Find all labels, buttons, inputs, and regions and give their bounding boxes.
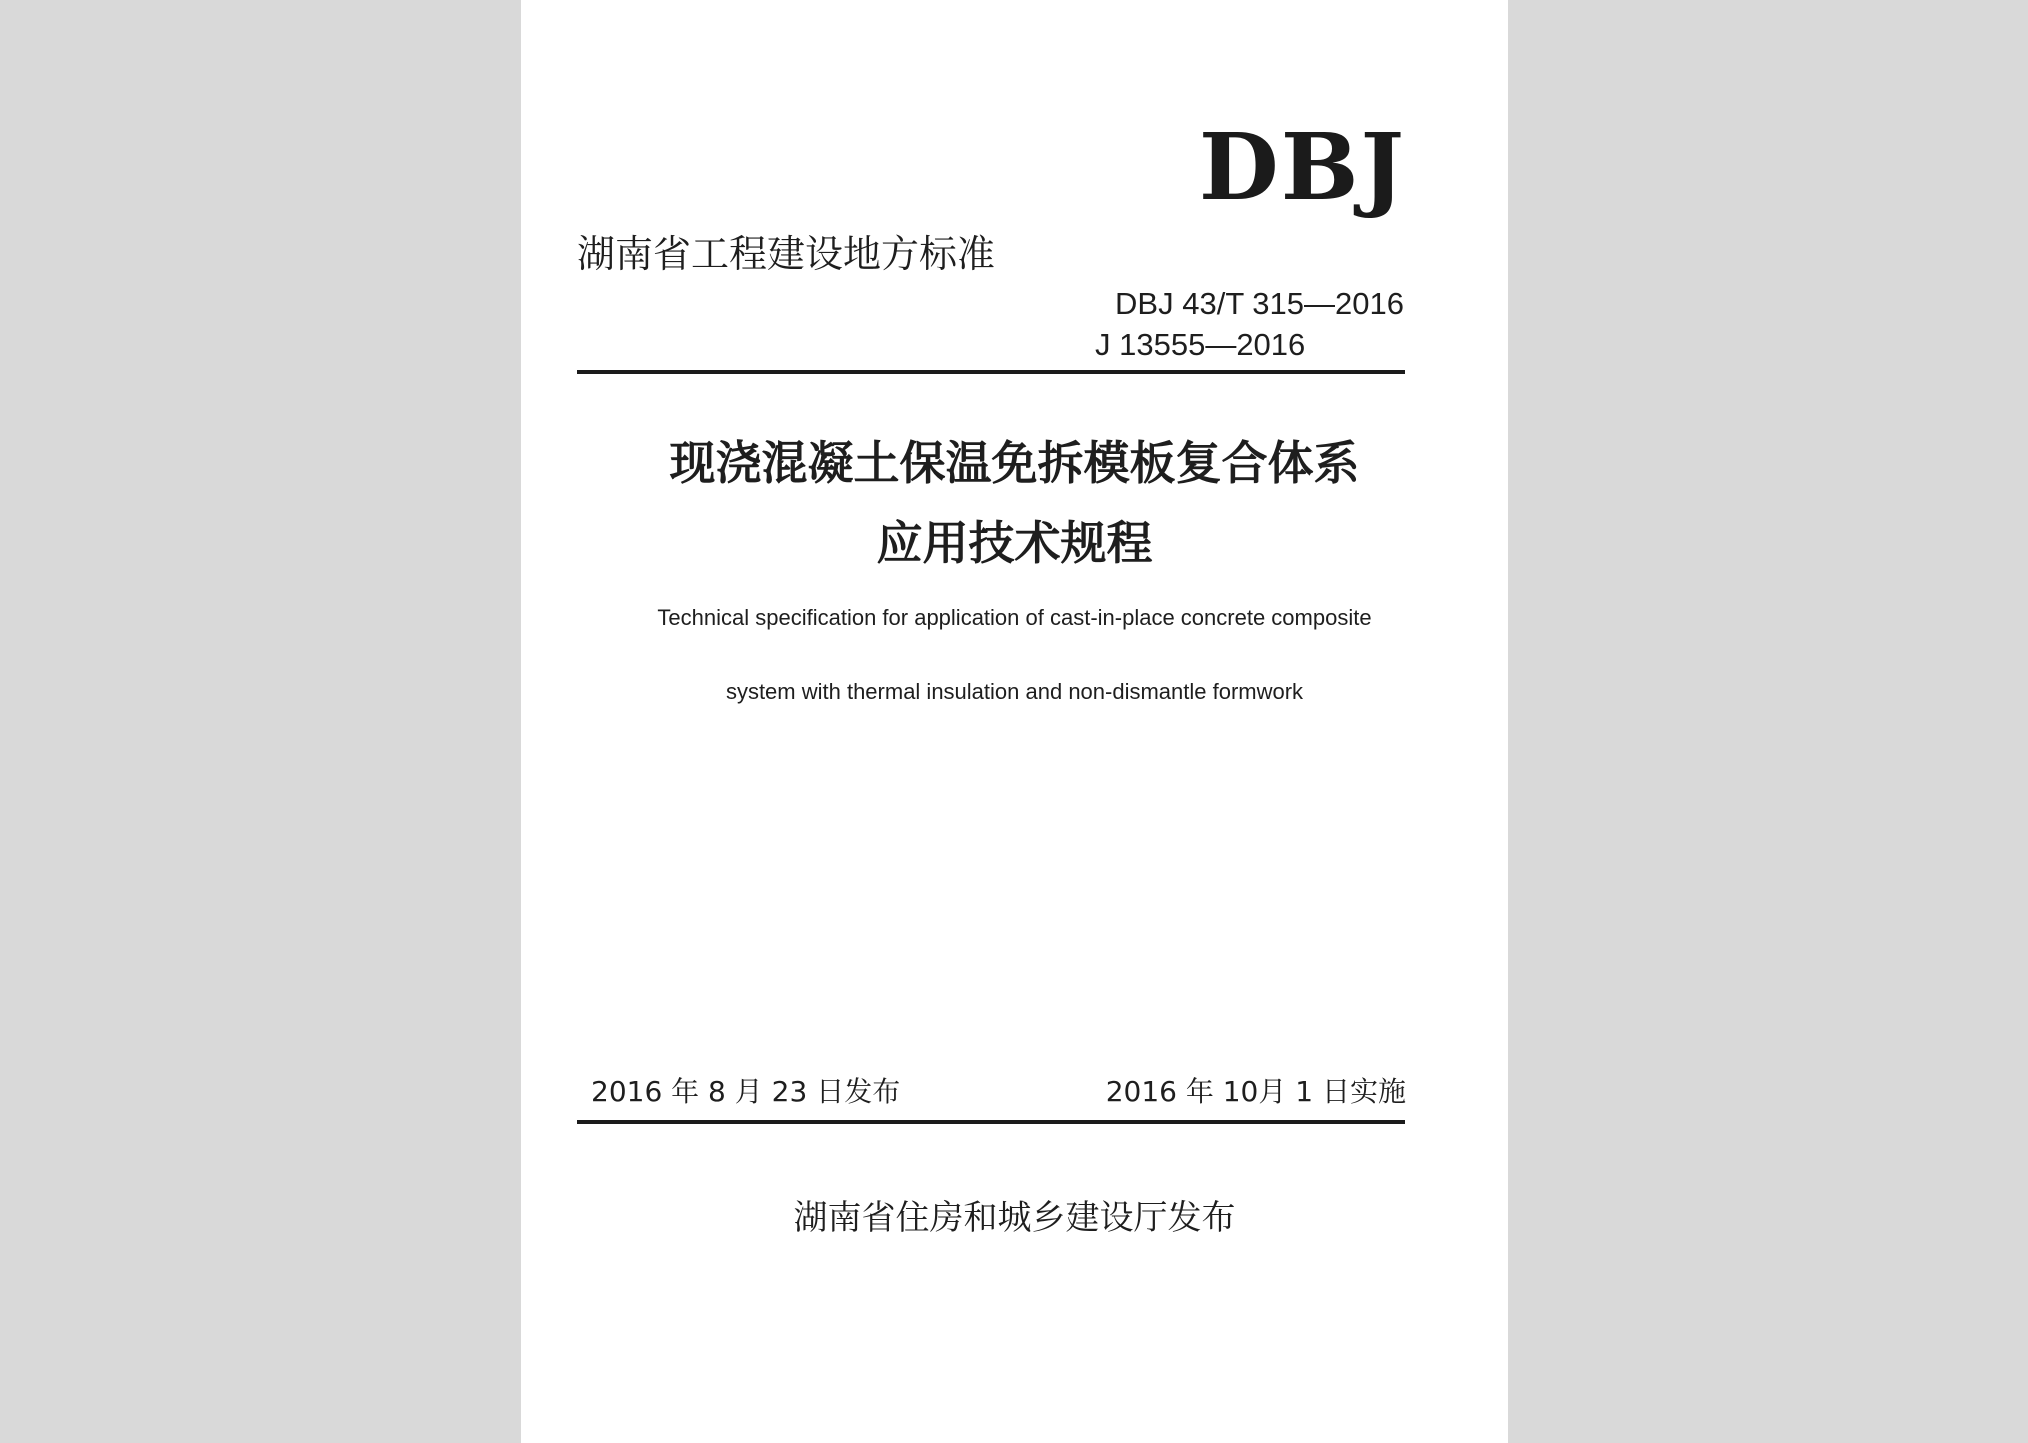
standard-code-primary: DBJ 43/T 315—2016 [1115, 286, 1404, 321]
title-chinese-line-2: 应用技术规程 [876, 516, 1153, 570]
title-english-line-2: system with thermal insulation and non-dismantle formwork [725, 679, 1304, 704]
effective-date: 2016 年 10月 1 日实施 [1105, 1075, 1406, 1108]
dbj-logo: DBJ [1198, 113, 1406, 221]
bottom-divider [577, 1120, 1405, 1124]
title-english-line-1: Technical specification for application of cast-in-place concrete composite [657, 605, 1372, 630]
standard-code-secondary: J 13555—2016 [1095, 327, 1306, 362]
document-cover-page [521, 0, 1508, 1443]
top-divider [577, 370, 1405, 374]
issue-date: 2016 年 8 月 23 日发布 [591, 1075, 901, 1108]
standard-category: 湖南省工程建设地方标准 [577, 232, 996, 276]
title-chinese-line-1: 现浇混凝土保温免拆模板复合体系 [669, 436, 1360, 490]
publisher: 湖南省住房和城乡建设厅发布 [793, 1198, 1236, 1238]
